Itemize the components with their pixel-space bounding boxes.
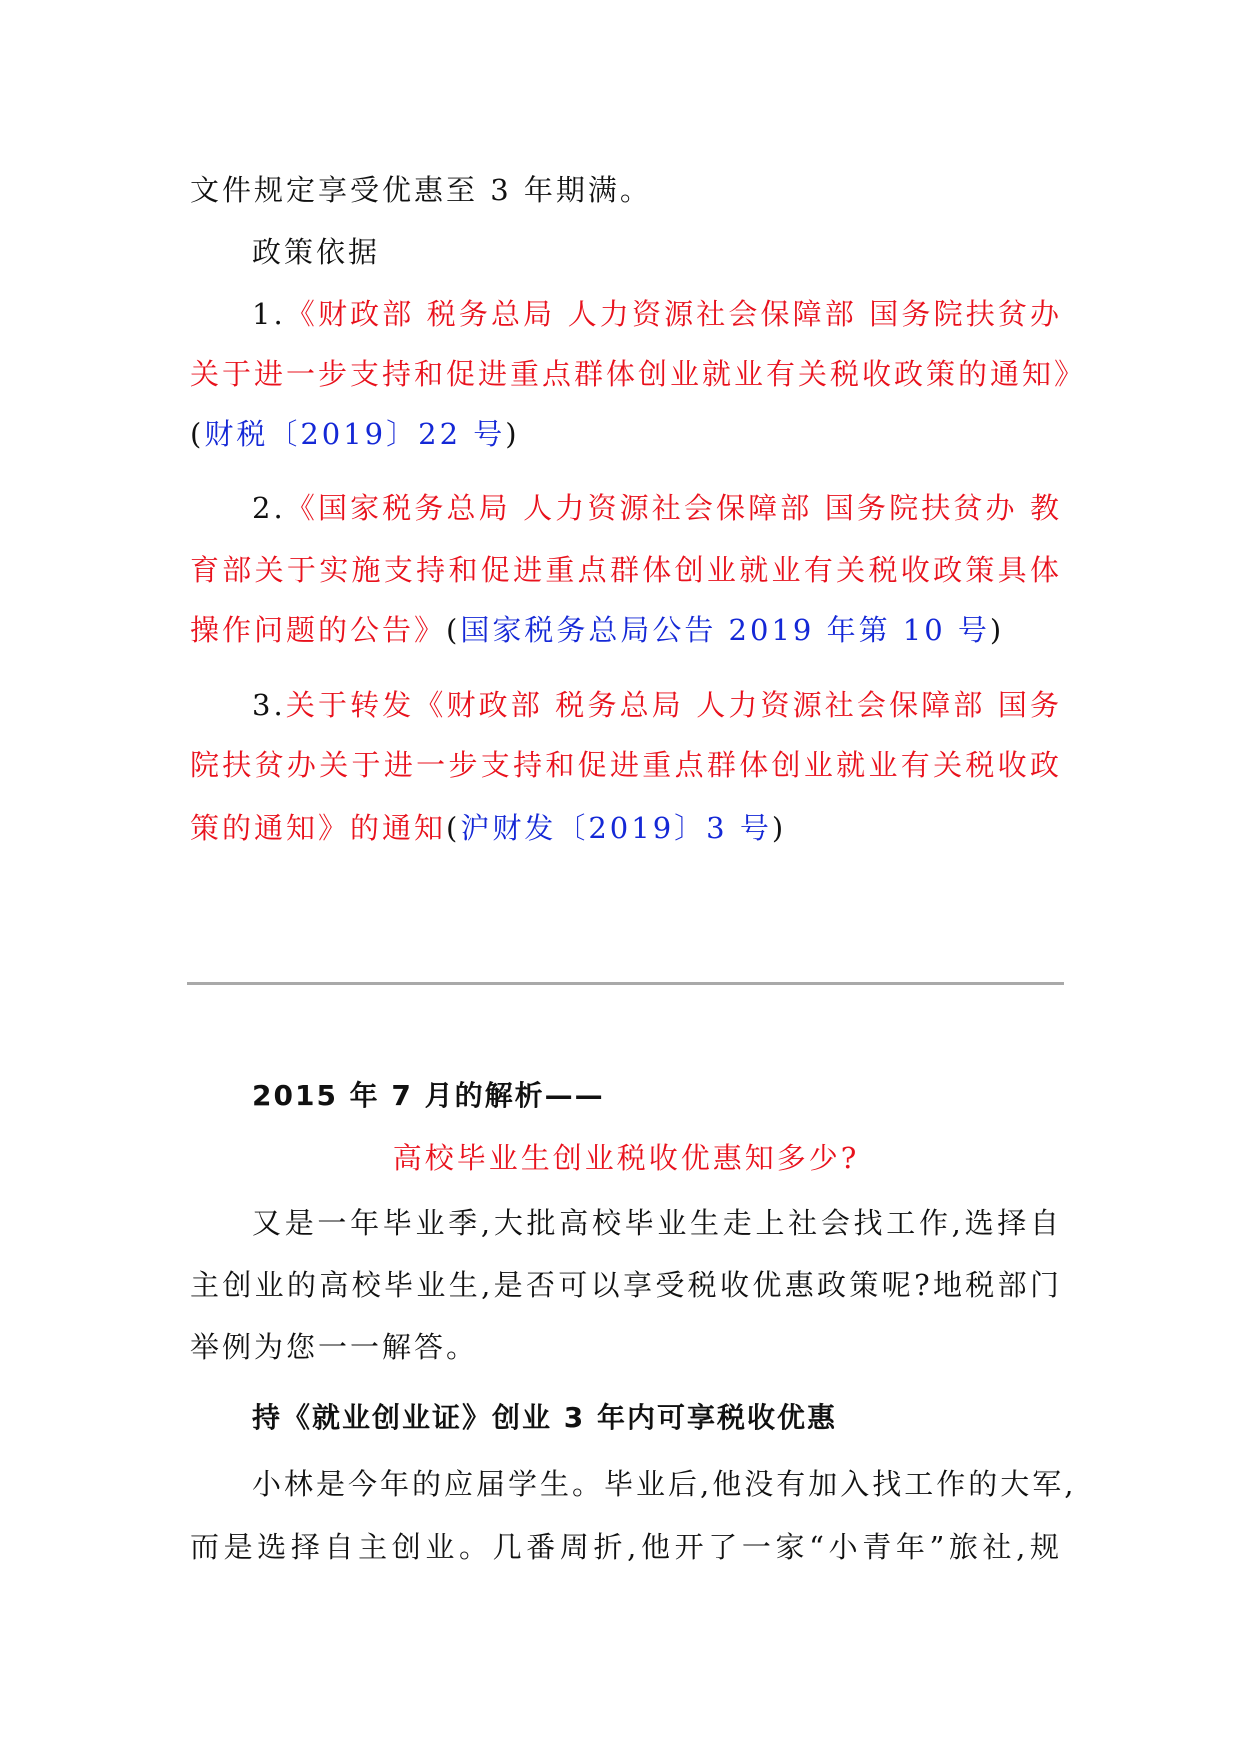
section-heading bbox=[252, 232, 1062, 272]
policy-item-3-line1 bbox=[252, 685, 1062, 725]
section-divider bbox=[187, 982, 1064, 985]
paragraph-text: 小林是今年的应届学生。毕业后,他没有加入找工作的大军, bbox=[252, 1467, 1077, 1501]
policy-title: 《财政部 税务总局 人力资源社会保障部 国务院扶贫办 bbox=[285, 297, 1062, 331]
policy-title: 育部关于实施支持和促进重点群体创业就业有关税收政策具体 bbox=[190, 553, 1062, 587]
policy-item-2-line3 bbox=[190, 610, 1062, 650]
article-title-text: 高校毕业生创业税收优惠知多少? bbox=[392, 1141, 860, 1175]
paragraph-1-line1 bbox=[252, 1203, 1062, 1243]
policy-title: 策的通知》的通知 bbox=[190, 811, 447, 845]
paragraph-1-line3 bbox=[190, 1327, 1062, 1367]
paren: ( bbox=[190, 417, 205, 451]
item-number: 3. bbox=[252, 688, 286, 722]
subheading-text: 持《就业创业证》创业 3 年内可享税收优惠 bbox=[252, 1401, 837, 1434]
article-title bbox=[190, 1138, 1062, 1178]
policy-title: 操作问题的公告》 bbox=[190, 613, 447, 647]
item-number: 2. bbox=[252, 491, 286, 525]
policy-item-1-line1 bbox=[252, 294, 1062, 334]
policy-title: 《国家税务总局 人力资源社会保障部 国务院扶贫办 教 bbox=[285, 491, 1062, 525]
policy-title: 院扶贫办关于进一步支持和促进重点群体创业就业有关税收政 bbox=[190, 748, 1062, 782]
paragraph-text: 文件规定享受优惠至 3 年期满。 bbox=[190, 173, 652, 207]
policy-reference: 财税〔2019〕22 号 bbox=[204, 417, 506, 451]
policy-item-2-line2 bbox=[190, 550, 1062, 590]
date-heading bbox=[252, 1076, 1062, 1116]
policy-reference: 国家税务总局公告 2019 年第 10 号 bbox=[460, 613, 990, 647]
item-number: 1. bbox=[252, 297, 286, 331]
paren: ( bbox=[446, 811, 461, 845]
text-line bbox=[190, 170, 1062, 210]
paren: ) bbox=[771, 811, 787, 845]
policy-title: 关于转发《财政部 税务总局 人力资源社会保障部 国务 bbox=[285, 688, 1062, 722]
paragraph-text: 而是选择自主创业。几番周折,他开了一家“小青年”旅社,规 bbox=[190, 1530, 1062, 1564]
paragraph-text: 主创业的高校毕业生,是否可以享受税收优惠政策呢?地税部门 bbox=[190, 1268, 1062, 1302]
policy-item-3-line3 bbox=[190, 808, 1062, 848]
paragraph-1-line2 bbox=[190, 1265, 1062, 1305]
policy-title: 关于进一步支持和促进重点群体创业就业有关税收政策的通知》 bbox=[190, 357, 1087, 391]
subheading bbox=[252, 1398, 1062, 1438]
paren: ( bbox=[446, 613, 461, 647]
policy-item-1-line2 bbox=[190, 354, 1087, 394]
policy-item-1-line3 bbox=[190, 414, 1062, 454]
policy-item-3-line2 bbox=[190, 745, 1062, 785]
paragraph-text: 举例为您一一解答。 bbox=[190, 1330, 479, 1364]
paren: ) bbox=[989, 613, 1005, 647]
policy-basis-heading: 政策依据 bbox=[252, 235, 381, 269]
date-heading-text: 2015 年 7 月的解析—— bbox=[252, 1079, 605, 1112]
paragraph-2-line2 bbox=[190, 1527, 1062, 1567]
paragraph-2-line1 bbox=[252, 1464, 1077, 1504]
paragraph-text: 又是一年毕业季,大批高校毕业生走上社会找工作,选择自 bbox=[252, 1206, 1062, 1240]
paren: ) bbox=[505, 417, 520, 451]
policy-reference: 沪财发〔2019〕3 号 bbox=[460, 811, 772, 845]
policy-item-2-line1 bbox=[252, 488, 1062, 528]
